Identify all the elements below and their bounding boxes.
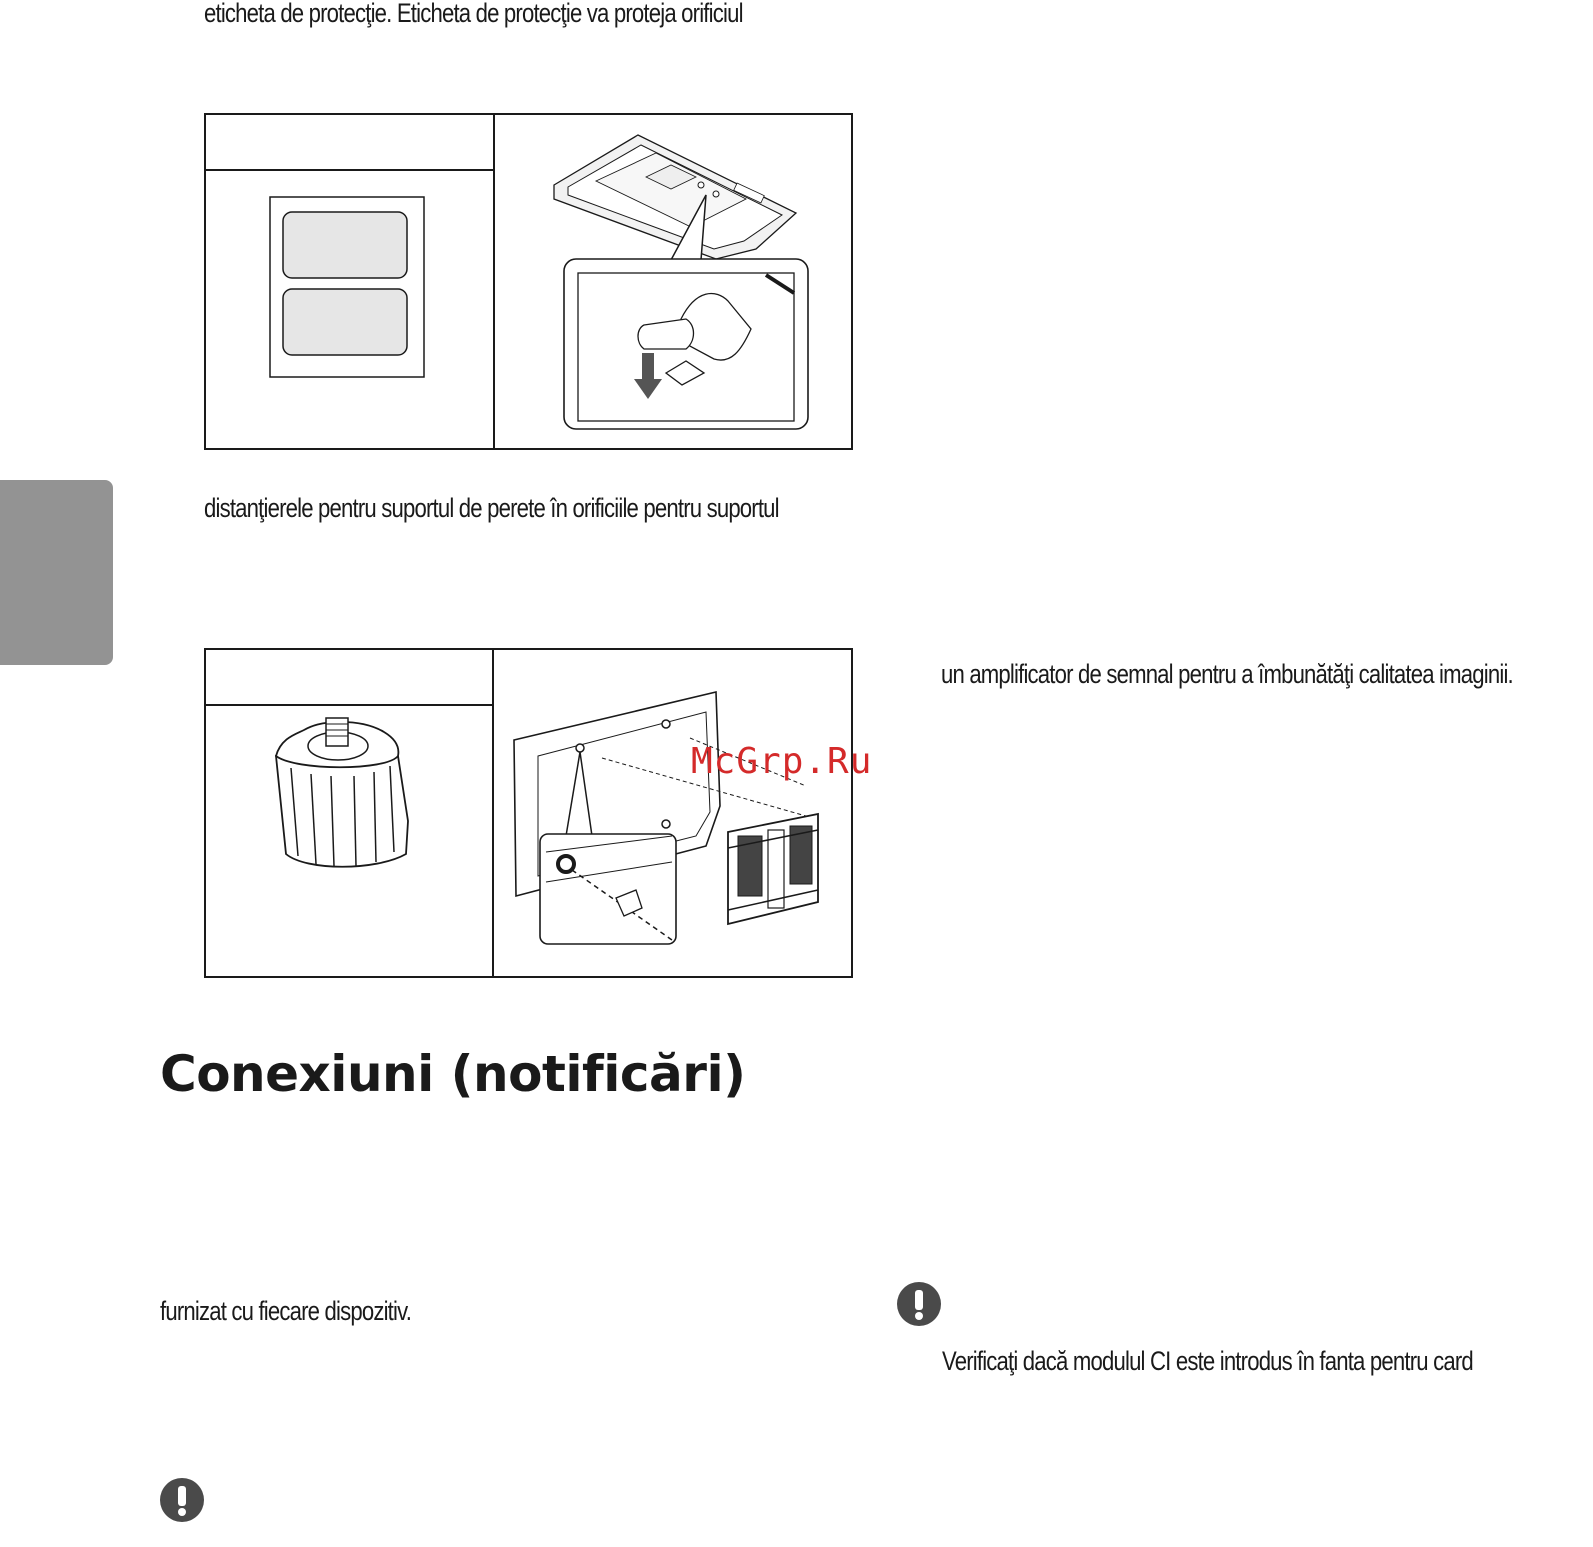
body-text-right-column: un amplificator de semnal pentru a îmbunătăţi calitatea imaginii. — [941, 659, 1513, 689]
watermark-text: McGrp.Ru — [691, 741, 873, 782]
section-heading: Conexiuni (notificări) — [160, 1045, 746, 1103]
body-text-bottom-left: furnizat cu fiecare dispozitiv. — [160, 1296, 412, 1326]
tv-wall-bracket-illustration — [506, 686, 826, 950]
apply-protective-label-illustration — [546, 129, 816, 434]
table-column-divider — [492, 650, 494, 976]
table-column-divider — [493, 115, 495, 448]
wall-mount-spacer-illustration — [266, 716, 416, 876]
body-text-line-mid: distanţierele pentru suportul de perete în orificiile pentru suportul — [204, 493, 779, 523]
body-text-line-top: eticheta de protecţie. Eticheta de protecţie va proteja orificiul — [204, 0, 743, 28]
table-header-divider — [206, 169, 493, 171]
table-header-divider — [206, 704, 492, 706]
section-side-tab — [0, 480, 113, 665]
protective-label-table — [204, 113, 853, 450]
caution-note-icon — [160, 1478, 204, 1522]
caution-note-icon — [897, 1282, 941, 1326]
wall-mount-spacer-table — [204, 648, 853, 978]
protective-label-sheet-illustration — [268, 195, 426, 379]
body-text-bottom-right: Verificaţi dacă modulul CI este introdus în fanta pentru card — [942, 1346, 1473, 1376]
